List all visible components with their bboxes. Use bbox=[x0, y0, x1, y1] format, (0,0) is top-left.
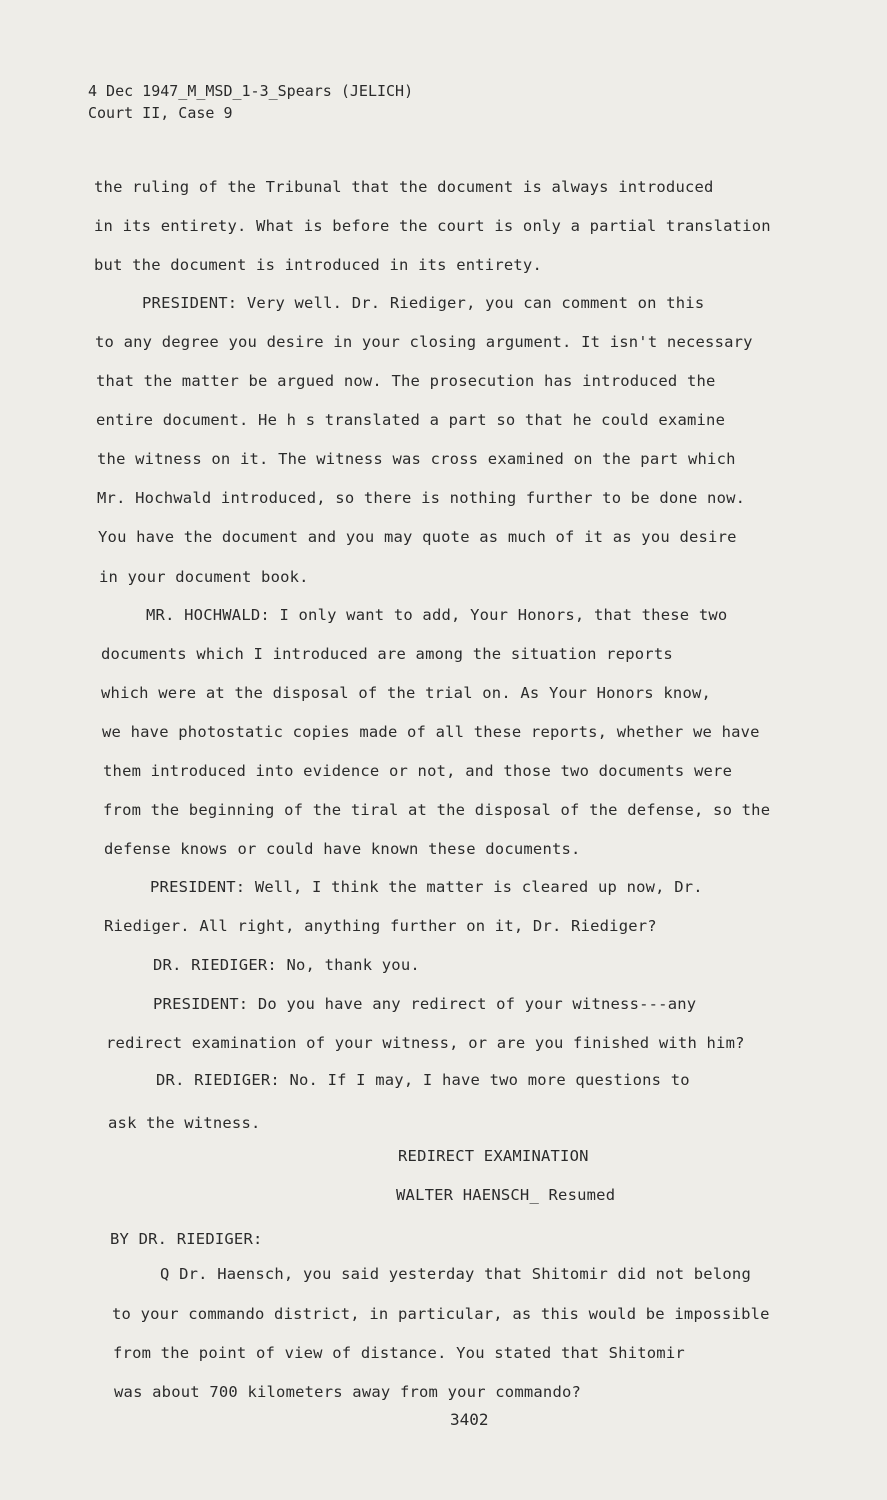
text-line: documents which I introduced are among the situation reports bbox=[101, 645, 673, 663]
text-line: Riediger. All right, anything further on it, Dr. Riediger? bbox=[104, 917, 657, 935]
text-line: ask the witness. bbox=[108, 1114, 261, 1132]
examiner-heading: BY DR. RIEDIGER: bbox=[110, 1230, 263, 1248]
text-line: the witness on it. The witness was cross examined on the part which bbox=[97, 450, 736, 468]
speaker-line: MR. HOCHWALD: I only want to add, Your Honors, that these two bbox=[146, 606, 728, 624]
text-line: defense knows or could have known these documents. bbox=[104, 840, 581, 858]
speaker-line: DR. RIEDIGER: No. If I may, I have two more questions to bbox=[156, 1071, 690, 1089]
text-line: them introduced into evidence or not, and those two documents were bbox=[103, 762, 733, 780]
text-line: from the beginning of the tiral at the disposal of the defense, so the bbox=[103, 801, 771, 819]
text-line: Mr. Hochwald introduced, so there is nothing further to be done now. bbox=[97, 489, 746, 507]
speaker-line: PRESIDENT: Do you have any redirect of your witness---any bbox=[153, 995, 697, 1013]
text-line: to your commando district, in particular, as this would be impossible bbox=[112, 1305, 770, 1323]
text-line: to any degree you desire in your closing argument. It isn't necessary bbox=[95, 333, 753, 351]
text-line: in its entirety. What is before the court is only a partial translation bbox=[94, 217, 771, 235]
text-line: You have the document and you may quote as much of it as you desire bbox=[98, 528, 737, 546]
text-line: we have photostatic copies made of all these reports, whether we have bbox=[102, 723, 760, 741]
speaker-line: PRESIDENT: Well, I think the matter is cleared up now, Dr. bbox=[150, 878, 703, 896]
document-header bbox=[88, 80, 413, 124]
text-line: which were at the disposal of the trial on. As Your Honors know, bbox=[101, 684, 712, 702]
page-number: 3402 bbox=[450, 1410, 489, 1429]
text-line: but the document is introduced in its entirety. bbox=[94, 256, 542, 274]
text-line: redirect examination of your witness, or are you finished with him? bbox=[106, 1034, 745, 1052]
witness-heading: WALTER HAENSCH_ Resumed bbox=[396, 1186, 616, 1204]
text-line: was about 700 kilometers away from your commando? bbox=[114, 1383, 582, 1401]
speaker-line: DR. RIEDIGER: No, thank you. bbox=[153, 956, 420, 974]
header-court-line: Court II, Case 9 bbox=[88, 104, 233, 122]
speaker-line: PRESIDENT: Very well. Dr. Riediger, you can comment on this bbox=[142, 294, 705, 312]
text-line: entire document. He h s translated a part so that he could examine bbox=[96, 411, 726, 429]
text-line: in your document book. bbox=[99, 568, 309, 586]
text-line: from the point of view of distance. You stated that Shitomir bbox=[113, 1344, 685, 1362]
header-date-line: 4 Dec 1947_M_MSD_1-3_Spears (JELICH) bbox=[88, 82, 414, 100]
question-line: Q Dr. Haensch, you said yesterday that Shitomir did not belong bbox=[160, 1265, 751, 1283]
text-line: that the matter be argued now. The prosecution has introduced the bbox=[96, 372, 716, 390]
text-line: the ruling of the Tribunal that the document is always introduced bbox=[94, 178, 714, 196]
section-heading: REDIRECT EXAMINATION bbox=[398, 1147, 589, 1165]
